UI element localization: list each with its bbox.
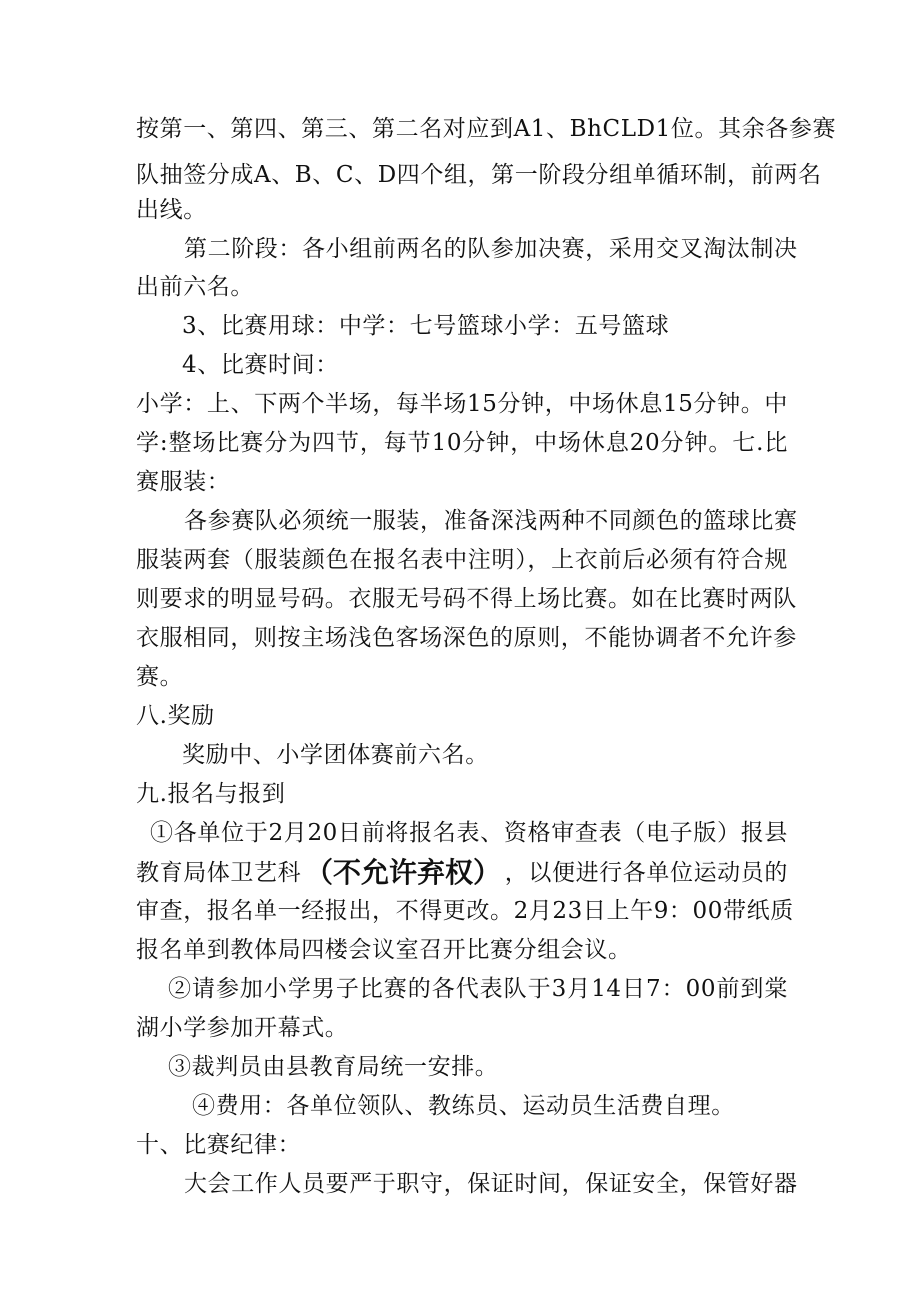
reg1-suffix: ，以便进行各单位运动员的 (504, 859, 788, 886)
line-uniform-2: 服装两套（服装颜色在报名表中注明），上衣前后必须有符合规 (136, 547, 788, 573)
discipline-text: 大会工作人员要严于职守，保证时间，保证安全，保管好器 (184, 1171, 798, 1197)
line-time-2: 学:整场比赛分为四节，每节10分钟，中场休息20分钟。七.比 (136, 430, 788, 456)
line-p1-3: 出线。 (136, 197, 207, 223)
line-p2-2: 出前六名。 (136, 274, 254, 300)
line-reg1-2 (136, 857, 788, 889)
registration-heading: 九.报名与报到 (136, 781, 286, 807)
reg1-prefix: 教育局体卫艺科 (136, 859, 302, 886)
line-reg2-1: ②请参加小学男子比赛的各代表队于3月14日7：00前到棠 (168, 976, 788, 1002)
line-ball: 3、比赛用球：中学：七号篮球小学：五号篮球 (182, 313, 670, 339)
line-uniform-5: 赛。 (136, 664, 184, 690)
line-p2-1: 第二阶段：各小组前两名的队参加决赛，采用交叉淘汰制决 (184, 236, 798, 262)
award-text: 奖励中、小学团体赛前六名。 (182, 742, 489, 768)
line-p1-1: 按第一、第四、第三、第二名对应到A1、BhCLD1位。其余各参赛 (136, 116, 837, 142)
line-reg2-2: 湖小学参加开幕式。 (136, 1015, 349, 1041)
line-p1-2: 队抽签分成A、B、C、D四个组，第一阶段分组单循环制，前两名 (136, 162, 822, 188)
line-reg4: ④费用：各单位领队、教练员、运动员生活费自理。 (192, 1093, 735, 1119)
line-time-heading: 4、比赛时间： (182, 352, 339, 378)
line-reg1-3: 审查，报名单一经报出，不得更改。2月23日上午9：00带纸质 (136, 898, 794, 924)
line-time-1: 小学：上、下两个半场，每半场15分钟，中场休息15分钟。中 (136, 391, 788, 417)
discipline-heading: 十、比赛纪律： (136, 1132, 302, 1158)
line-reg3: ③裁判员由县教育局统一安排。 (168, 1054, 499, 1080)
line-uniform-3: 则要求的明显号码。衣服无号码不得上场比赛。如在比赛时两队 (136, 586, 797, 612)
line-reg1-1: ①各单位于2月20日前将报名表、资格审查表（电子版）报县 (150, 820, 788, 846)
line-time-3: 赛服装： (136, 469, 231, 495)
award-heading: 八.奖励 (136, 703, 215, 729)
line-reg1-4: 报名单到教体局四楼会议室召开比赛分组会议。 (136, 937, 632, 963)
no-forfeit-notice: （不允许弃权） (304, 856, 501, 889)
line-uniform-4: 衣服相同，则按主场浅色客场深色的原则，不能协调者不允许参 (136, 625, 797, 651)
line-uniform-1: 各参赛队必须统一服装，准备深浅两种不同颜色的篮球比赛 (184, 508, 798, 534)
